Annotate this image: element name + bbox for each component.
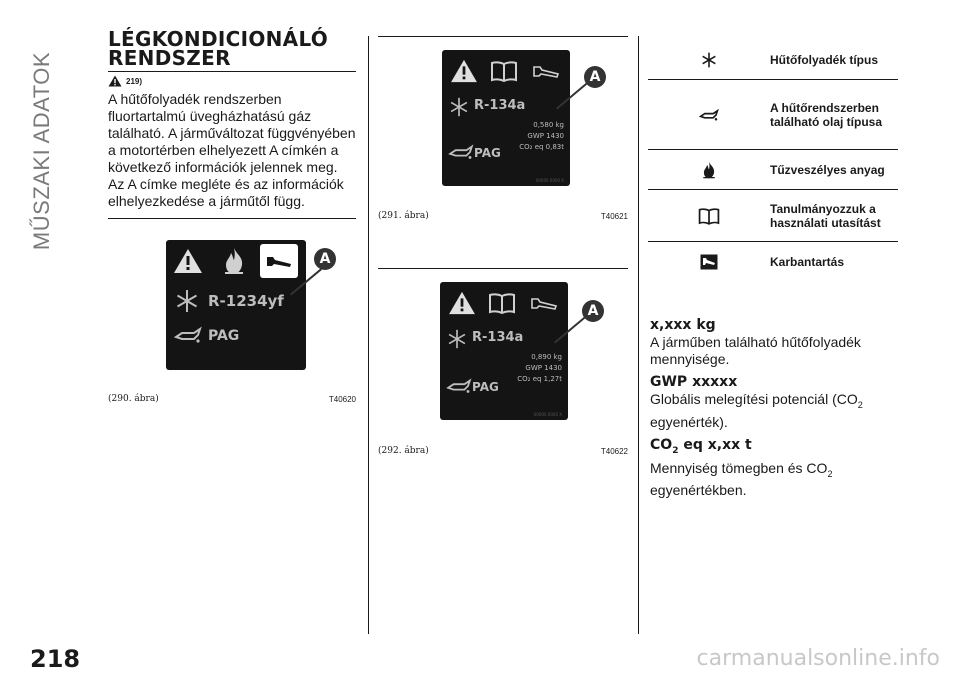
snowflake-icon (701, 52, 717, 68)
warning-reference (108, 75, 356, 87)
oil-can-icon (174, 325, 202, 345)
snowflake-icon (449, 97, 469, 117)
snowflake-icon (175, 289, 199, 313)
oil-can-symbol (446, 376, 472, 396)
term-gwp: GWP xxxxx (650, 374, 738, 390)
oil-can-icon (699, 108, 719, 122)
term-mass: x,xxx kg (650, 317, 716, 333)
desc-gwp: Globális melegítési potenciál ($CO_2$ egyenérték). (650, 391, 863, 430)
warning-triangle-icon (108, 75, 122, 87)
legend-text: Tűzveszélyes anyag (770, 162, 885, 177)
legend-row (648, 80, 898, 150)
ac-label-image (166, 240, 306, 370)
legend-row (648, 150, 898, 190)
section-title-vertical (12, 36, 72, 266)
symbol-legend-table (648, 40, 898, 282)
flame-symbol (216, 244, 252, 278)
callout-a: A (314, 248, 336, 270)
label-part-number: 00000 0000 X (535, 178, 564, 183)
gwp-value: GWP 1430 (527, 132, 564, 140)
gwp-value: GWP 1430 (525, 364, 562, 372)
legend-text: Tanulmányozzuk a használati utasítást (770, 201, 881, 230)
desc-co2: Mennyiség tömegben és $CO_2$ egyenértékben. (650, 459, 833, 499)
oil-can-icon (446, 377, 472, 395)
figure-290 (108, 218, 356, 408)
warning-symbol (170, 244, 206, 278)
oil-can-symbol (174, 324, 202, 346)
label-part-number: 00000 0000 X (533, 412, 562, 417)
figure-292 (378, 268, 628, 458)
figure-top-rule (108, 218, 356, 219)
oil-type: PAG (474, 146, 501, 160)
term-co2: $CO_2$ eq x,xx t (650, 436, 752, 456)
column-divider-2 (638, 36, 639, 634)
wrench-icon (532, 63, 560, 79)
refrigerant-type: R-1234yf (208, 292, 284, 310)
warning-triangle-icon (173, 248, 203, 274)
figure-top-rule (378, 36, 628, 37)
oil-can-symbol (448, 142, 474, 162)
co2-equivalent: CO₂ eq 0,83t (519, 143, 564, 151)
section-heading (108, 27, 356, 72)
snowflake-icon (447, 329, 467, 349)
figure-291 (378, 36, 628, 224)
charge-mass: 0,580 kg (533, 121, 564, 129)
manual-book-icon (488, 292, 516, 314)
oil-type: PAG (208, 328, 240, 344)
snowflake-symbol (446, 328, 468, 350)
legend-text: Karbantartás (770, 255, 845, 269)
legend-row (648, 40, 898, 80)
ac-label-image (442, 50, 570, 186)
refrigerant-type: R-134a (472, 330, 524, 345)
wrench-symbol (528, 56, 564, 86)
oil-type: PAG (472, 380, 499, 394)
warning-triangle-icon (450, 59, 478, 83)
warning-triangle-icon (448, 291, 476, 315)
figure-caption: (292. ábra) (378, 446, 429, 456)
figure-caption: (290. ábra) (108, 394, 159, 404)
heading-line-2: RENDSZER (108, 46, 231, 70)
page-number: 218 (30, 645, 81, 673)
intro-paragraph: A hűtőfolyadék rendszerben fluortartalmú üvegházhatású gáz található. A járműváltozat függvényében a motortérben elhelyezett A címkén a következő információk jelennek meg. Az A címke megléte és az információk elhelyezkedése a járműtől függ. (108, 91, 356, 209)
snowflake-symbol (174, 288, 200, 314)
intro-column (108, 27, 356, 210)
wrench-icon (700, 254, 718, 270)
manual-book-icon (490, 60, 518, 82)
refrigerant-type: R-134a (474, 98, 526, 113)
wrench-symbol (260, 244, 298, 278)
figure-caption: (291. ábra) (378, 211, 429, 221)
charge-mass: 0,890 kg (531, 353, 562, 361)
manual-symbol (488, 56, 520, 86)
heading-line-1: LÉGKONDICIONÁLÓ (108, 27, 329, 51)
callout-a: A (584, 66, 606, 88)
oil-can-icon (448, 143, 474, 161)
flame-icon (702, 161, 716, 179)
legend-text: A hűtőrendszerben található olaj típusa (770, 100, 883, 129)
warning-symbol (448, 56, 480, 86)
wrench-symbol (526, 288, 562, 318)
figure-top-rule (378, 268, 628, 269)
definitions-section (650, 311, 900, 499)
desc-mass: A járműben található hűtőfolyadék mennyisége. (650, 334, 861, 367)
ac-label-image (440, 282, 568, 420)
wrench-icon (265, 253, 293, 269)
co2-equivalent: CO₂ eq 1,27t (517, 375, 562, 383)
warning-symbol (446, 288, 478, 318)
flame-icon (223, 247, 245, 275)
snowflake-symbol (448, 96, 470, 118)
figure-code: T40621 (600, 212, 628, 221)
legend-text: Hűtőfolyadék típus (770, 52, 879, 67)
manual-book-icon (698, 207, 720, 225)
figure-code: T40620 (328, 395, 356, 404)
site-watermark: carmanualsonline.info (696, 646, 940, 671)
manual-symbol (486, 288, 518, 318)
column-divider-1 (368, 36, 369, 634)
warning-ref-number: 219) (126, 76, 143, 86)
callout-a: A (582, 300, 604, 322)
wrench-icon (530, 295, 558, 311)
legend-row (648, 190, 898, 242)
figure-code: T40622 (600, 447, 628, 456)
section-title-text: MŰSZAKI ADATOK (29, 51, 54, 251)
legend-row (648, 242, 898, 282)
